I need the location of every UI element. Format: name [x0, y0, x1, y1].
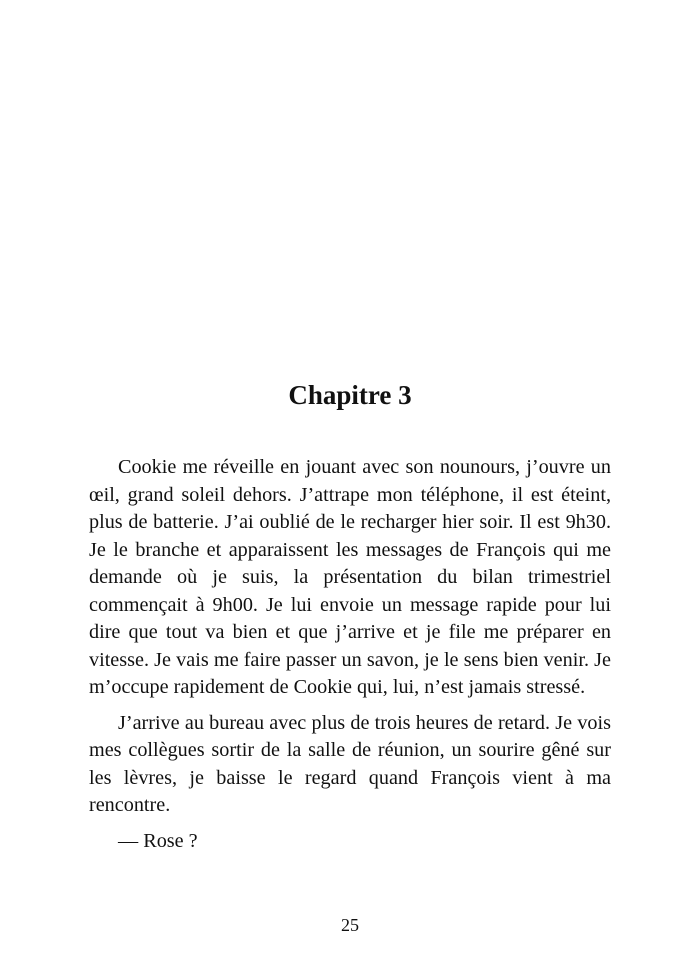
dialogue-line: — Rose ? [118, 829, 198, 852]
chapter-title: Chapitre 3 [288, 380, 412, 410]
paragraph-2: J’arrive au bureau avec plus de trois heures de retard. Je vois mes collègues sortir de la salle de réunion, un sourire gêné sur les lèvres, je baisse le regard quand François vient à ma rencontre. [89, 711, 611, 816]
paragraph-1: Cookie me réveille en jouant avec son nounours, j’ouvre un œil, grand soleil dehors. J’attrape mon téléphone, il est éteint, plus de batterie. J’ai oublié de le recharger hier soir. Il est 9h30. Je le branche et apparaissent les messages de François qui me demande où je suis, la présentation du bilan trimestriel commençait à 9h00. Je lui envoie un message rapide pour lui dire que tout va bien et que j’arrive et je file me préparer en vitesse. Je vais me faire passer un savon, je le sens bien venir. Je m’occupe rapidement de Cookie qui, lui, n’est jamais stressé. [89, 456, 611, 698]
chapter-body [89, 454, 611, 855]
page-number: 25 [341, 915, 359, 935]
